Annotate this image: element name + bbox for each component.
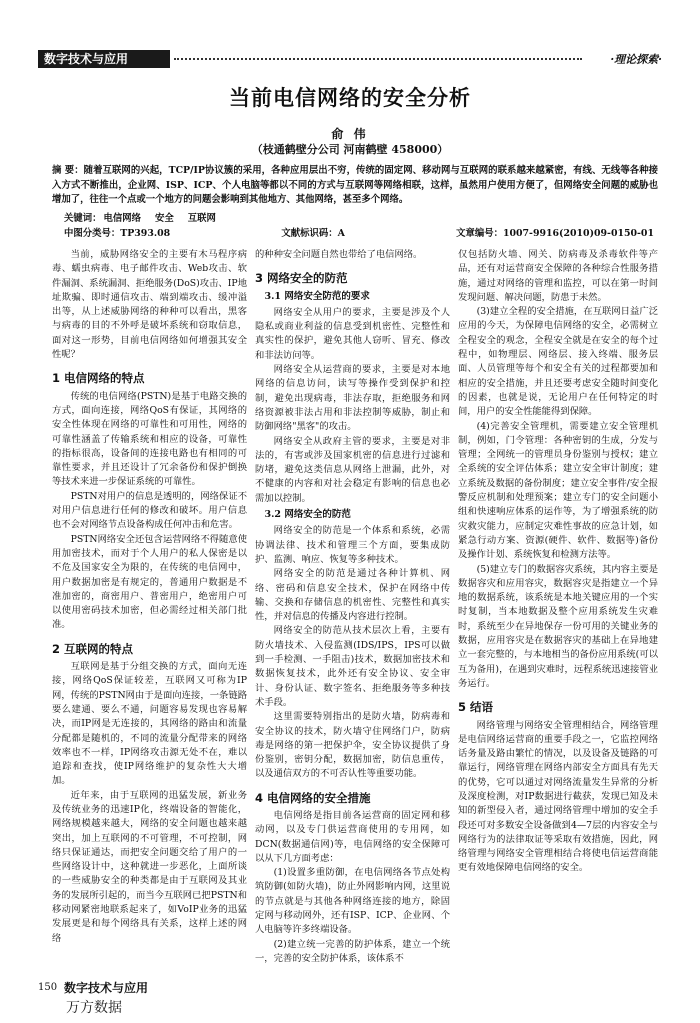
paragraph: 网络安全的防范是一个体系和系统，必需协调法律、技术和管理三个方面，要集成防护、监测、响应、恢复等多种技术。 bbox=[255, 525, 450, 565]
paragraph: (5)建立专门的数据容灾系统，其内容主要是数据容灾和应用容灾，数据容灾是指建立一个异地的数据系统，该系统是本地关键应用的一个实时复制，当本地数据及整个应用系统发生灾难时，系统至少在异地保存一份可用的关键业务的数据，应用容灾是在数据容灾的基础上在异地建立一套完整的，与本地相当的备份应用系统(可以互为备用)，在遇到灾难时，远程系统迅速接管业务运行。 bbox=[458, 563, 658, 689]
body-column-2 bbox=[255, 248, 450, 966]
paragraph: 近年来，由于互联网的迅猛发展，新业务及传统业务的迅速IP化，终端设备的智能化，网络规模越来越大，网络的安全问题也越来越突出，加上互联网的不可管理，不可控制，网络只保证通达，而把安全问题交给了用户的一些网络设计中，这种就进一步恶化，上面所谈的一些威胁安全的种类都是由于互联网及其业务的发展所引起的，而当今互联网已把PSTN和移动网紧密地联系起来了，如VoIP业务的迅猛发展更是和每个网络具有关系，这样上述的网络 bbox=[52, 789, 247, 944]
affiliation: （枝通鹤壁分公司 河南鹤壁 458000） bbox=[251, 143, 449, 156]
paragraph: (2)建立统一完善的防护体系，建立一个统一，完善的安全防护体系，该体系不 bbox=[255, 938, 450, 964]
clc-number: 中图分类号：TP393.08 bbox=[64, 228, 171, 239]
abstract bbox=[52, 164, 658, 208]
abstract-text: 随着互联网的兴起，TCP/IP协议簇的采用，各种应用层出不穷，传统的固定网、移动网与互联网的联系越来越紧密，有线、无线等各种接入方式不断推出，企业网、ISP、ICP、个人电脑等都以不同的方式与互联网等网络相联，这样，虽然用户使用方便了，但网络安全问题的威胁也增加了，往往一个点或一个地方的问题会影响到其他地方、其他网络，甚至多个网络。 bbox=[52, 165, 659, 205]
document-code: 文献标识码：A bbox=[281, 228, 345, 239]
classification-line bbox=[64, 225, 654, 239]
paragraph: (3)建立全程的安全措施，在互联网日益广泛应用的今天，为保障电信网络的安全，必需树立全程安全的观念，全程安全就是在安全的每个过程中，如物理层、网络层、接入终端、服务层面、人员管理等每个和安全有关的过程都要加和相应的安全措施，并且还要考虑安全随时间变化的因素，也就是说，无论用户在任何特定的时间，用户的安全性能能得到保障。 bbox=[458, 306, 658, 418]
header-dotted-rule bbox=[174, 58, 582, 60]
keywords bbox=[64, 210, 230, 224]
paragraph: 的种种安全问题自然也带给了电信网络。 bbox=[255, 249, 423, 260]
watermark: 万方数据 bbox=[66, 1000, 122, 1016]
author: 俞 伟 bbox=[331, 127, 369, 141]
abstract-label: 摘 要： bbox=[52, 165, 84, 176]
paragraph: 电信网络是指目前各运营商的固定网和移动网，以及专门供运营商使用的专用网，如DCN(数据通信网)等，电信网络的安全保障可以从下几方面考虑： bbox=[255, 809, 450, 864]
paragraph: 仅包括防火墙、网关、防病毒及杀毒软件等产品，还有对运营商安全保障的各种综合性服务措施，通过对网络的管理和监控，可以在第一时间发现问题、解决问题，防患于未然。 bbox=[458, 249, 658, 303]
article-title: 当前电信网络的安全分析 bbox=[229, 86, 471, 110]
paragraph: 网络安全从用户的要求，主要是涉及个人隐私或商业利益的信息受到机密性、完整性和真实性的保护，避免其他人窃听、冒充、修改和非法访问等。 bbox=[255, 306, 450, 361]
section-heading: 2 互联网的特点 bbox=[52, 641, 134, 656]
paragraph: 网络管理与网络安全管理相结合，网络管理是电信网络运营商的重要手段之一，它监控网络话务量及路由繁忙的情况，以及设备及链路的可靠运行，网络管理在网络内部安全方面具有先天的优势，它可以通过对网络流量发生异常的分析及深度检测，对IP数据进行截获，发现已知及未知的新型侵入者，通过网络管理中增加的安全手段还可对多数安全设备做到4—7层的内容安全与网络行为的法律取证等采取有效措施，因此，网络管理与网络安全管理相结合将使电信运营商能更有效地保障电信网络的安全。 bbox=[458, 719, 658, 874]
paragraph: 网络安全从运营商的要求，主要是对本地网络的信息访问，读写等操作受到保护和控制，避免出现病毒，非法存取，拒绝服务和网络资源被非法占用和非法控制等威胁，制止和防御网络"黑客"的攻击。 bbox=[255, 364, 450, 433]
paragraph: 网络安全的防范从技术层次上看，主要有防火墙技术、入侵监测(IDS/IPS，IPS可以做到一手检测、一手阻击)技术，数据加密技术和数据恢复技术，此外还有安全协议、安全审计、身份认证、数字签名、拒绝服务等多种技术手段。 bbox=[255, 625, 450, 708]
paragraph: PSTN网络安全还包含运营网络不得随意使用加密技术，而对于个人用户的私人保密是以不危及国家安全为限的，在传统的电信网中，用户数据加密是有规定的，普通用户数据是不准加密的，商密用户、普密用户，绝密用户可以使用密码技术加密，但必需经过相关部门批准。 bbox=[52, 533, 247, 631]
section-heading: 1 电信网络的特点 bbox=[52, 371, 145, 386]
footer-journal-name: 数字技术与应用 bbox=[64, 981, 149, 995]
running-header bbox=[38, 50, 662, 68]
article-number: 文章编号：1007-9916(2010)09-0150-01 bbox=[456, 228, 654, 239]
keyword: 安全 bbox=[155, 213, 174, 224]
section-heading: 4 电信网络的安全措施 bbox=[255, 790, 371, 805]
paragraph: 当前，威胁网络安全的主要有木马程序病毒、蠕虫病毒、电子邮件攻击、Web攻击、软件漏洞、系统漏洞、拒绝服务(DoS)攻击、IP地址欺骗、即时通信攻击、端到端攻击、缓冲溢出等，从上述威胁网络的种种可以看出，黑客与病毒的目的不外呼是破坏系统和窃取信息，面对这一形势，目前电信网络如何增强其安全性呢？ bbox=[52, 249, 247, 361]
paragraph: (4)完善安全管理机，需要建立安全管理机制，例如，门令管理：各种密钥的生成，分发与管理；全网统一的管理员身份鉴别与授权；建立全系统的安全评估体系；建立安全审计制度；建立系统及数据的备份制度；建立安全事件/安全报警反应机制和处理预案；建立专门的安全问题小组和快速响应体系的运作等，为了增强系统的防灾救灾能力，应制定灾难性事故的应急计划，如紧急行动方案、资源(硬件、软件、数据等)备份及操作计划、系统恢复和检测方法等。 bbox=[458, 420, 658, 561]
page-number: 150 bbox=[38, 982, 58, 993]
paragraph: 网络安全从政府主管的要求，主要是对非法的，有害或涉及国家机密的信息进行过滤和防堵，避免这类信息从网络上泄漏，此外，对不健康的内容和对社会稳定有影响的信息也必需加以控制。 bbox=[255, 435, 450, 504]
paragraph: 互联网是基于分组交换的方式，面向无连接，网络QoS保证较差，互联网又可称为IP网，传统的PSTN网由于是面向连接，一条链路要么建通、要么不通，问题容易发现也容易解决，而IP网是无连接的，其网络的路由和流量分配都是随机的，不同的流量分配带来的网络效率也不一样，IP网络攻击源无处不在，难以追踪和查找，使IP网络维护的复杂性大大增加。 bbox=[52, 661, 247, 787]
body-column-1 bbox=[52, 248, 247, 946]
subsection-heading: 3.2 网络安全的防范 bbox=[264, 509, 351, 521]
column-label: ·理论探索· bbox=[610, 53, 662, 66]
paragraph: PSTN对用户的信息是透明的，网络保证不对用户信息进行任何的修改和破坏。用户信息也不会对网络节点设备构成任何冲击和危害。 bbox=[52, 490, 247, 531]
paragraph: 网络安全的防范是通过各种计算机、网络、密码和信息安全技术，保护在网络中传输、交换和存储信息的机密性、完整性和真实性，并对信息的传播及内容进行控制。 bbox=[255, 568, 450, 623]
journal-section-tag: 数字技术与应用 bbox=[38, 50, 170, 68]
paragraph: 这里需要特别指出的是防火墙，防病毒和安全协议的技术，防火墙守住网络门户，防病毒是网络的第一把保护伞，安全协议提供了身份鉴别，密钥分配，数据加密，防信息重传，以及通信双方的不可否认性等重要功能。 bbox=[255, 711, 450, 780]
keyword: 电信网络 bbox=[103, 213, 142, 224]
paragraph: 传统的电信网络(PSTN)是基于电路交换的方式，面向连接，网络QoS有保证，其网络的安全性体现在网络的可靠性和可用性，网络的可靠性涵盖了传输系统和相应的设备，可靠性的指标很高，设备间的连接电路也有相同的可靠性要求，并且还设计了冗余备份和保护倒换等技术来进一步保证系统的可靠性。 bbox=[52, 390, 247, 488]
keywords-label: 关键词： bbox=[64, 213, 102, 224]
section-heading: 5 结语 bbox=[458, 700, 494, 715]
keyword: 互联网 bbox=[187, 213, 216, 224]
subsection-heading: 3.1 网络安全防范的要求 bbox=[264, 290, 370, 302]
body-column-3 bbox=[458, 248, 658, 876]
section-heading: 3 网络安全的防范 bbox=[255, 271, 348, 286]
paragraph: (1)设置多重防御，在电信网络各节点处构筑防御(如防火墙)，防止外网影响内网，这里说的节点就是与其他各种网络连接的地方，除固定网与移动网外，还有ISP、ICP、企业网、个人电脑等许多终端设备。 bbox=[255, 867, 450, 936]
